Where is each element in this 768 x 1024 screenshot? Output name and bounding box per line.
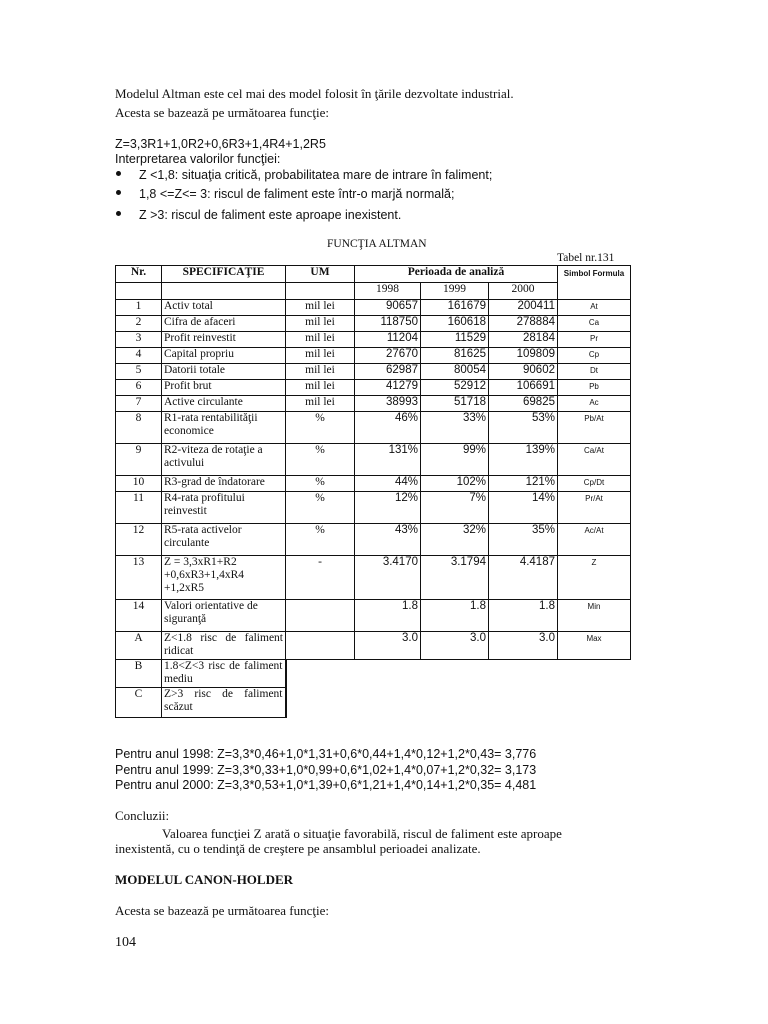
- row-unit: %: [286, 412, 355, 444]
- row-specification: Activ total: [162, 300, 286, 316]
- value-1999: 1.8: [421, 600, 489, 632]
- value-2000: 139%: [489, 444, 558, 476]
- row-specification: Cifra de afaceri: [162, 316, 286, 332]
- row-number: 10: [116, 476, 162, 492]
- bullet-dot-icon: [116, 171, 121, 176]
- value-2000: 35%: [489, 524, 558, 556]
- row-specification: Valori orientative de siguranţă: [162, 600, 286, 632]
- bullet-dot-icon: [116, 211, 121, 216]
- value-1998: 1.8: [355, 600, 421, 632]
- row-unit: mil lei: [286, 364, 355, 380]
- row-number: B: [116, 660, 162, 688]
- row-unit: mil lei: [286, 396, 355, 412]
- table-cell: [286, 283, 355, 300]
- header-year-2000: 2000: [489, 283, 558, 300]
- value-1998: 38993: [355, 396, 421, 412]
- row-specification: Datorii totale: [162, 364, 286, 380]
- value-1998: 44%: [355, 476, 421, 492]
- table-row: [116, 476, 631, 492]
- row-number: 12: [116, 524, 162, 556]
- row-specification: Z = 3,3xR1+R2 +0,6xR3+1,4xR4 +1,2xR5: [162, 556, 286, 600]
- value-1999: 160618: [421, 316, 489, 332]
- row-number: 8: [116, 412, 162, 444]
- empty-cell: [489, 660, 558, 688]
- table-row: [116, 556, 631, 600]
- value-1998: 62987: [355, 364, 421, 380]
- empty-cell: [286, 660, 355, 688]
- value-2000: 109809: [489, 348, 558, 364]
- value-2000: 1.8: [489, 600, 558, 632]
- empty-cell: [558, 688, 631, 718]
- row-number: 7: [116, 396, 162, 412]
- altman-formula: Z=3,3R1+1,0R2+0,6R3+1,4R4+1,2R5: [115, 137, 326, 151]
- row-symbol: Ac: [558, 396, 631, 412]
- row-number: 1: [116, 300, 162, 316]
- row-unit: mil lei: [286, 332, 355, 348]
- value-2000: 200411: [489, 300, 558, 316]
- row-unit: mil lei: [286, 348, 355, 364]
- value-1998: 11204: [355, 332, 421, 348]
- intro-line-1: Modelul Altman este cel mai des model folosit în ţările dezvoltate industrial.: [115, 86, 514, 101]
- value-1999: 99%: [421, 444, 489, 476]
- bullet-item-1: Z <1,8: situaţia critică, probabilitatea mare de intrare în faliment;: [139, 168, 493, 182]
- bullet-item-2: 1,8 <=Z<= 3: riscul de faliment este într-o marjă normală;: [139, 187, 455, 201]
- row-unit: mil lei: [286, 380, 355, 396]
- table-title: FUNCŢIA ALTMAN: [327, 238, 427, 250]
- section-line: Acesta se bazează pe următoarea funcţie:: [115, 903, 330, 918]
- header-year-1998: 1998: [355, 283, 421, 300]
- bullet-item-3: Z >3: riscul de faliment este aproape inexistent.: [139, 208, 402, 222]
- intro-line-2: Acesta se bazează pe următoarea funcţie:: [115, 105, 330, 120]
- row-specification: Profit reinvestit: [162, 332, 286, 348]
- table-row: [116, 492, 631, 524]
- row-unit: %: [286, 444, 355, 476]
- row-specification: R3-grad de îndatorare: [162, 476, 286, 492]
- header-spec: SPECIFICAŢIE: [162, 266, 286, 283]
- row-symbol: Ca: [558, 316, 631, 332]
- conclusions-line-2: inexistentă, cu o tendinţă de creştere pe ansamblul perioadei analizate.: [115, 841, 481, 856]
- value-1998: 27670: [355, 348, 421, 364]
- row-symbol: Min: [558, 600, 631, 632]
- row-specification: Capital propriu: [162, 348, 286, 364]
- value-1999: 33%: [421, 412, 489, 444]
- table-row: [116, 412, 631, 444]
- table-row: [116, 364, 631, 380]
- row-number: A: [116, 632, 162, 660]
- table-row: [116, 632, 631, 660]
- empty-cell: [489, 688, 558, 718]
- value-1998: 12%: [355, 492, 421, 524]
- row-symbol: Pr: [558, 332, 631, 348]
- empty-cell: [355, 688, 421, 718]
- row-symbol: Pb/At: [558, 412, 631, 444]
- calc-1998: Pentru anul 1998: Z=3,3*0,46+1,0*1,31+0,6*0,44+1,4*0,12+1,2*0,43= 3,776: [115, 747, 537, 761]
- empty-cell: [558, 660, 631, 688]
- row-unit: mil lei: [286, 316, 355, 332]
- table-row: [116, 332, 631, 348]
- value-2000: 14%: [489, 492, 558, 524]
- table-cell: [116, 283, 162, 300]
- value-2000: 106691: [489, 380, 558, 396]
- row-symbol: Cp: [558, 348, 631, 364]
- row-specification: R2-viteza de rotaţie a activului: [162, 444, 286, 476]
- row-symbol: At: [558, 300, 631, 316]
- value-2000: 28184: [489, 332, 558, 348]
- header-period: Perioada de analiză: [355, 266, 558, 283]
- empty-cell: [421, 660, 489, 688]
- row-symbol: Pb: [558, 380, 631, 396]
- row-specification: Z>3 risc de faliment scăzut: [162, 688, 286, 718]
- value-1999: 3.1794: [421, 556, 489, 600]
- table-label: Tabel nr.131: [557, 252, 615, 264]
- row-number: 13: [116, 556, 162, 600]
- value-1999: 102%: [421, 476, 489, 492]
- row-symbol: Z: [558, 556, 631, 600]
- table-row: [116, 396, 631, 412]
- row-symbol: Max: [558, 632, 631, 660]
- calc-2000: Pentru anul 2000: Z=3,3*0,53+1,0*1,39+0,6*1,21+1,4*0,14+1,2*0,35= 4,481: [115, 778, 537, 792]
- row-specification: Profit brut: [162, 380, 286, 396]
- row-number: 9: [116, 444, 162, 476]
- value-1998: 90657: [355, 300, 421, 316]
- table-row: [116, 300, 631, 316]
- table-row: [116, 600, 631, 632]
- row-unit: mil lei: [286, 300, 355, 316]
- value-1998: 118750: [355, 316, 421, 332]
- row-number: 11: [116, 492, 162, 524]
- row-unit: %: [286, 492, 355, 524]
- value-1998: 43%: [355, 524, 421, 556]
- conclusions-line-1: Valoarea funcţiei Z arată o situaţie favorabilă, riscul de faliment este aproape: [162, 826, 562, 841]
- value-1999: 3.0: [421, 632, 489, 660]
- value-1999: 81625: [421, 348, 489, 364]
- value-1999: 7%: [421, 492, 489, 524]
- value-1999: 51718: [421, 396, 489, 412]
- value-1999: 161679: [421, 300, 489, 316]
- row-symbol: Pr/At: [558, 492, 631, 524]
- table-row: [116, 660, 631, 688]
- row-number: 2: [116, 316, 162, 332]
- row-symbol: Cp/Dt: [558, 476, 631, 492]
- value-1998: 3.4170: [355, 556, 421, 600]
- row-unit: %: [286, 476, 355, 492]
- value-2000: 69825: [489, 396, 558, 412]
- header-um: UM: [286, 266, 355, 283]
- value-2000: 278884: [489, 316, 558, 332]
- value-1998: 131%: [355, 444, 421, 476]
- row-specification: R5-rata activelor circulante: [162, 524, 286, 556]
- value-1999: 32%: [421, 524, 489, 556]
- row-specification: 1.8<Z<3 risc de faliment mediu: [162, 660, 286, 688]
- row-symbol: Dt: [558, 364, 631, 380]
- value-2000: 53%: [489, 412, 558, 444]
- header-nr: Nr.: [116, 266, 162, 283]
- row-number: 5: [116, 364, 162, 380]
- table-row: [116, 524, 631, 556]
- row-number: C: [116, 688, 162, 718]
- value-2000: 3.0: [489, 632, 558, 660]
- interpretation-heading: Interpretarea valorilor funcţiei:: [115, 152, 281, 166]
- row-symbol: Ca/At: [558, 444, 631, 476]
- value-1998: 46%: [355, 412, 421, 444]
- value-2000: 4.4187: [489, 556, 558, 600]
- value-2000: 90602: [489, 364, 558, 380]
- empty-cell: [421, 688, 489, 718]
- table-row: [116, 380, 631, 396]
- section-title: MODELUL CANON-HOLDER: [115, 872, 294, 887]
- row-number: 4: [116, 348, 162, 364]
- row-specification: Active circulante: [162, 396, 286, 412]
- empty-cell: [355, 660, 421, 688]
- row-specification: R1-rata rentabilităţii economice: [162, 412, 286, 444]
- altman-table: [115, 265, 631, 718]
- table-row: [116, 688, 631, 718]
- conclusions-heading: Concluzii:: [115, 808, 170, 823]
- row-unit: %: [286, 524, 355, 556]
- value-1999: 52912: [421, 380, 489, 396]
- value-1999: 11529: [421, 332, 489, 348]
- calc-1999: Pentru anul 1999: Z=3,3*0,33+1,0*0,99+0,6*1,02+1,4*0,07+1,2*0,32= 3,173: [115, 763, 537, 777]
- table-cell: [162, 283, 286, 300]
- row-symbol: Ac/At: [558, 524, 631, 556]
- row-unit: [286, 600, 355, 632]
- header-year-1999: 1999: [421, 283, 489, 300]
- page-number: 104: [115, 935, 136, 950]
- row-specification: Z<1.8 risc de faliment ridicat: [162, 632, 286, 660]
- value-1998: 3.0: [355, 632, 421, 660]
- row-number: 14: [116, 600, 162, 632]
- row-number: 6: [116, 380, 162, 396]
- row-unit: -: [286, 556, 355, 600]
- header-symbol: Simbol Formula: [558, 266, 631, 300]
- row-unit: [286, 632, 355, 660]
- empty-cell: [286, 688, 355, 718]
- value-1999: 80054: [421, 364, 489, 380]
- value-2000: 121%: [489, 476, 558, 492]
- value-1998: 41279: [355, 380, 421, 396]
- table-row: [116, 348, 631, 364]
- table-row: [116, 444, 631, 476]
- table-row: [116, 316, 631, 332]
- bullet-dot-icon: [116, 190, 121, 195]
- row-specification: R4-rata profitului reinvestit: [162, 492, 286, 524]
- row-number: 3: [116, 332, 162, 348]
